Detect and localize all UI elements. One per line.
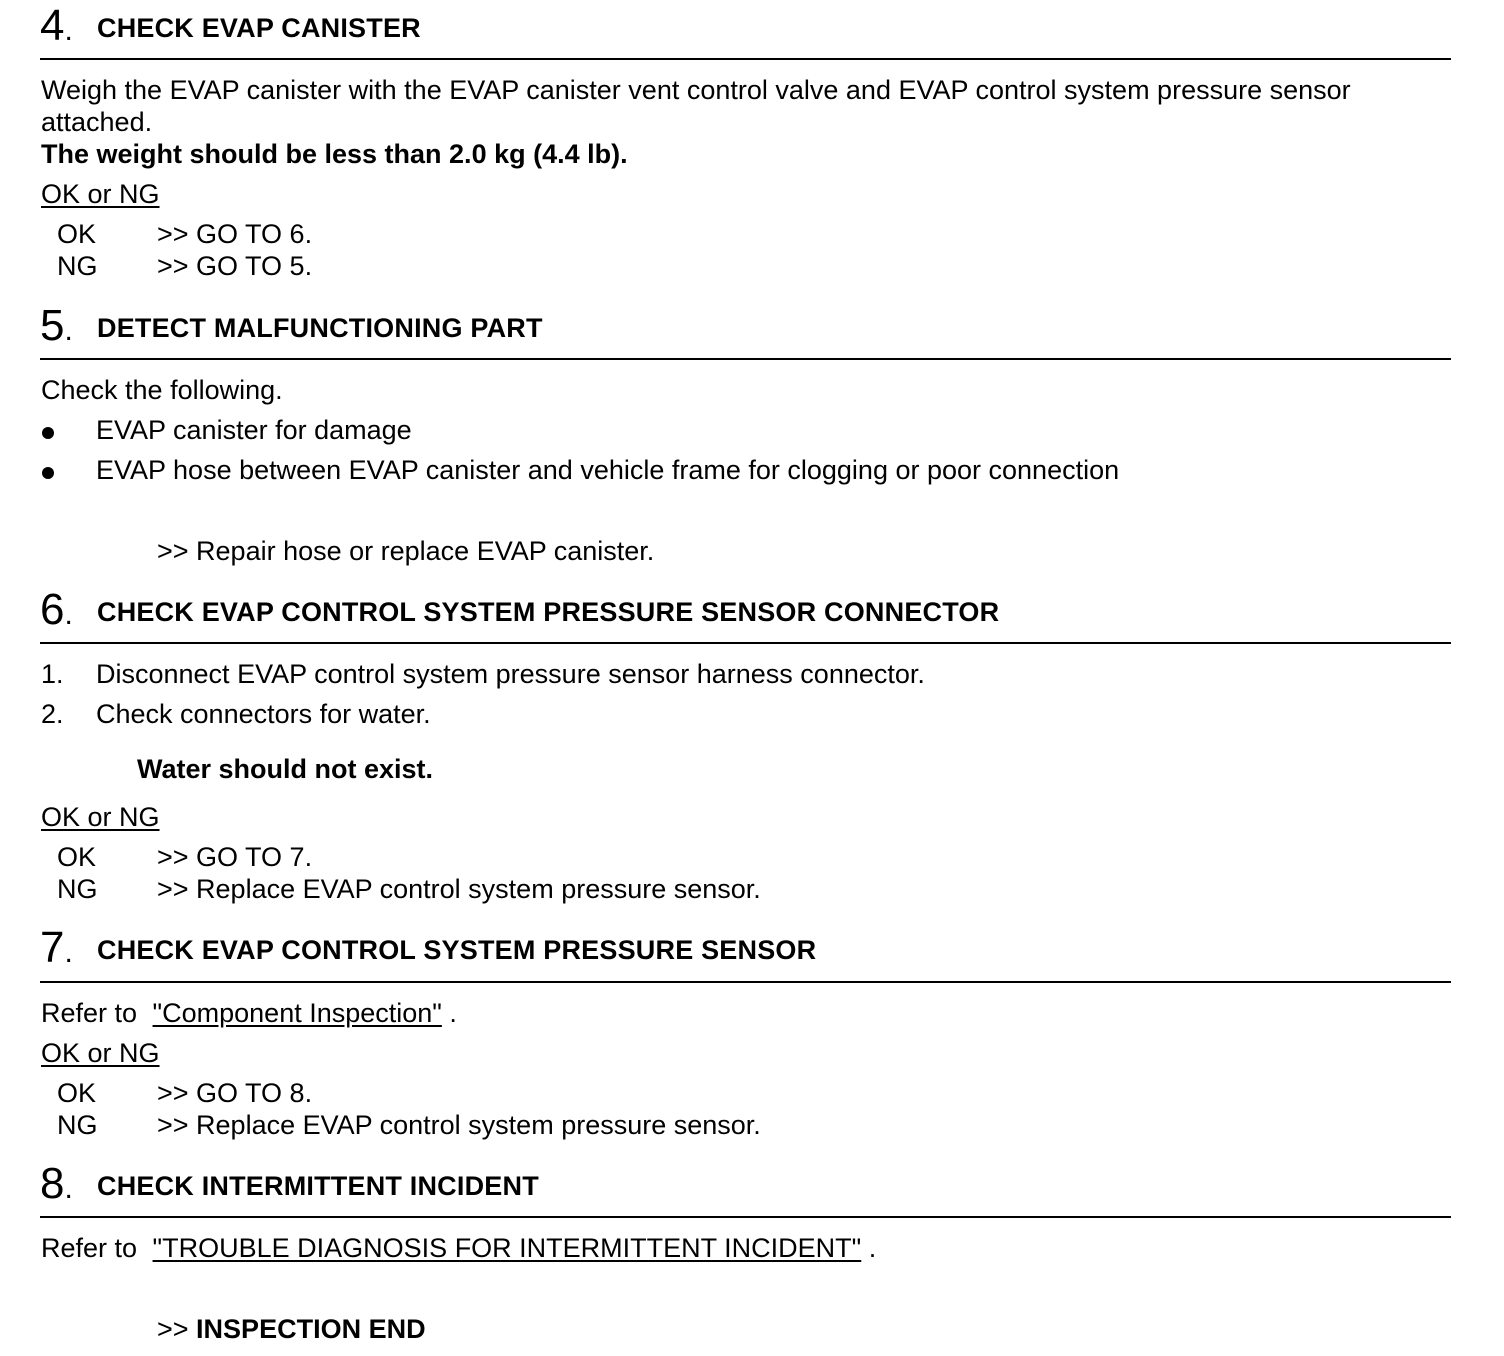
step-4-description-cont: attached. [41,107,153,137]
step-7-result-header: OK or NG [41,1038,160,1068]
end-arrow: >> [157,1314,197,1344]
bullet-dot-icon [42,427,54,439]
component-inspection-link[interactable]: "Component Inspection" [152,998,442,1028]
step-7-number: 7. [40,923,73,972]
step-8-title: CHECK INTERMITTENT INCIDENT [97,1171,539,1201]
step-4-result-header: OK or NG [41,179,160,209]
inspection-end-label: INSPECTION END [196,1314,426,1344]
step-5-intro: Check the following. [41,375,283,405]
step-6-result-header: OK or NG [41,802,160,832]
step-6-item-1: Disconnect EVAP control system pressure sensor harness connector. [96,659,925,689]
step-4-ok-action: >> GO TO 6. [157,219,313,249]
step-4-divider [40,58,1451,60]
step-6-ng-code: NG [57,874,98,904]
step-4-description: Weigh the EVAP canister with the EVAP canister vent control valve and EVAP control system pressure sensor [41,75,1351,105]
step-5-divider [40,358,1451,360]
step-4-ok-code: OK [57,219,97,249]
step-6-ok-action: >> GO TO 7. [157,842,313,872]
step-5-bullet-2: EVAP hose between EVAP canister and vehicle frame for clogging or poor connection [96,455,1120,485]
step-6-ok-code: OK [57,842,97,872]
refer-suffix: . [441,998,457,1028]
step-6-divider [40,642,1451,644]
step-6-title: CHECK EVAP CONTROL SYSTEM PRESSURE SENSOR CONNECTOR [97,597,1000,627]
step-5-bullet-1: EVAP canister for damage [96,415,412,445]
step-6-item-1-number: 1. [41,659,64,689]
step-7-divider [40,981,1451,983]
step-6-ng-action: >> Replace EVAP control system pressure sensor. [157,874,761,904]
step-6-number: 6. [40,585,73,634]
step-4-ng-code: NG [57,251,98,281]
step-7-ng-action: >> Replace EVAP control system pressure sensor. [157,1110,761,1140]
step-7-ng-code: NG [57,1110,98,1140]
step-5-action: >> Repair hose or replace EVAP canister. [157,536,655,566]
refer-prefix: Refer to [41,1233,145,1263]
step-6-item-2-number: 2. [41,699,64,729]
step-4-number: 4. [40,1,73,50]
step-6-item-2: Check connectors for water. [96,699,431,729]
step-5-title: DETECT MALFUNCTIONING PART [97,313,543,343]
step-7-ok-action: >> GO TO 8. [157,1078,313,1108]
trouble-diagnosis-link[interactable]: "TROUBLE DIAGNOSIS FOR INTERMITTENT INCIDENT" [152,1233,862,1263]
step-8-end [157,1313,426,1345]
step-8-divider [40,1216,1451,1218]
step-7-ok-code: OK [57,1078,97,1108]
step-8-number: 8. [40,1159,73,1208]
refer-prefix: Refer to [41,998,145,1028]
step-4-spec: The weight should be less than 2.0 kg (4.4 lb). [41,139,628,169]
refer-suffix: . [861,1233,877,1263]
step-6-spec: Water should not exist. [137,754,434,784]
step-4-ng-action: >> GO TO 5. [157,251,313,281]
step-8-refer [41,1232,876,1264]
step-7-refer [41,997,457,1029]
step-5-number: 5. [40,301,73,350]
step-7-title: CHECK EVAP CONTROL SYSTEM PRESSURE SENSOR [97,935,817,965]
bullet-dot-icon [42,467,54,479]
step-4-title: CHECK EVAP CANISTER [97,13,421,43]
